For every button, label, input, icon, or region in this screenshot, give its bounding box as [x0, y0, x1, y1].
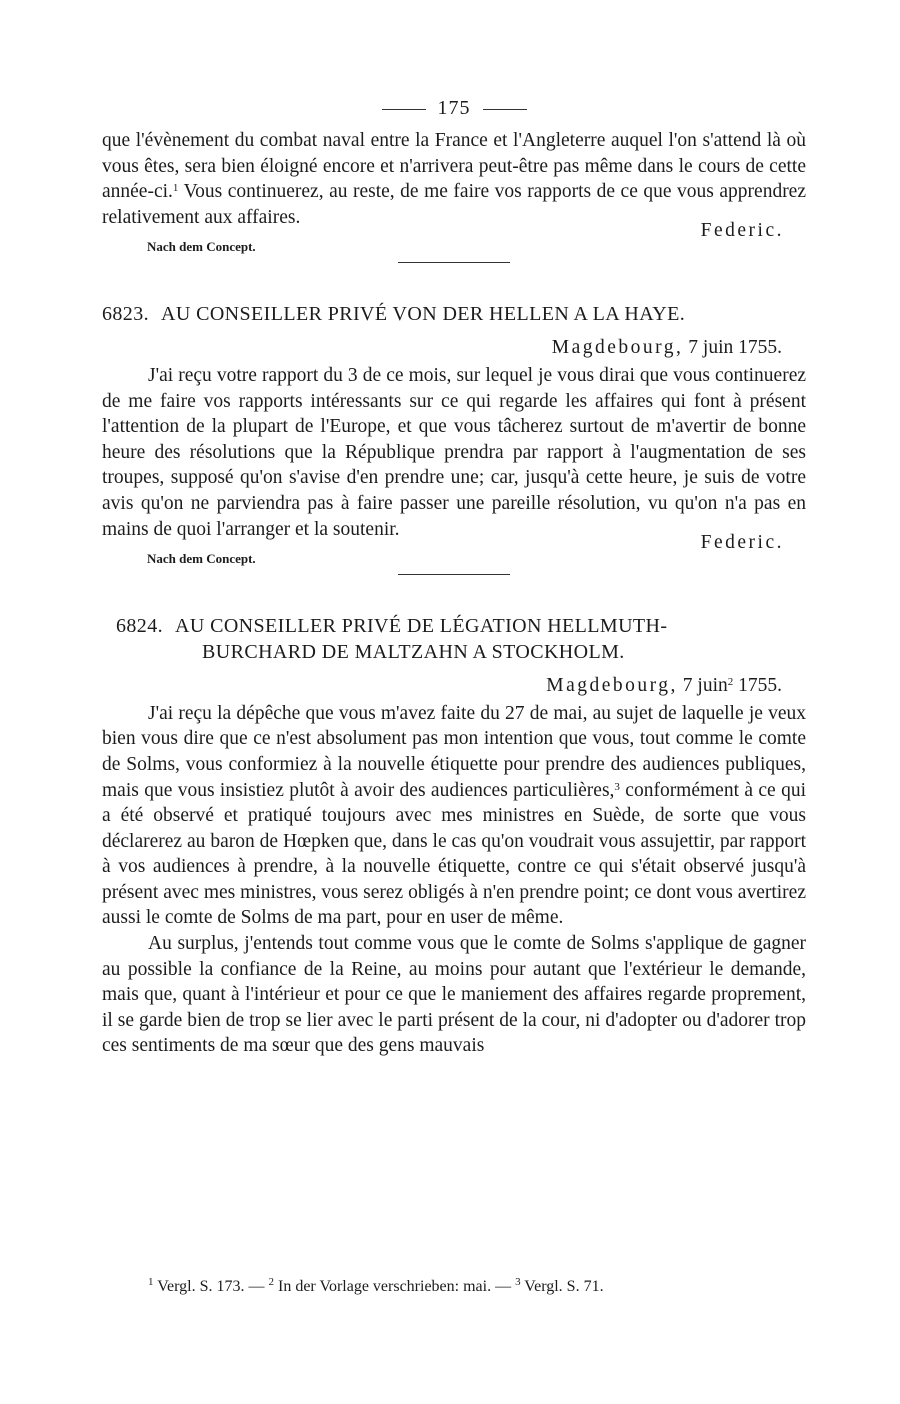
- letter-number: 6823.: [102, 303, 149, 326]
- footnote-mark-3: 3: [515, 1276, 521, 1288]
- letter-heading-6823: [102, 301, 806, 327]
- footnote-2: In der Vorlage verschrieben: mai. —: [273, 1278, 516, 1295]
- header-dash-left: [382, 109, 426, 110]
- letter-number: 6824.: [116, 615, 163, 638]
- letter-title-line1: AU CONSEILLER PRIVÉ DE LÉGATION HELLMUTH-: [175, 615, 668, 638]
- footnote-mark-1: 1: [148, 1276, 154, 1288]
- signature: Federic.: [700, 220, 784, 242]
- letter-body-6823: J'ai reçu votre rapport du 3 de ce mois, sur lequel je vous dirai que vous continuerez de me faire vos rapports intéressants sur ce qui regarde les affaires qui font à présent l'attention de la plupart de l'Europe, et que vous tâcherez surtout de m'avertir de bonne heure des résolutions que la République prendra par rapport à l'augmentation de ses troupes, supposé qu'on s'avise d'en prendre une; car, jusqu'à cette heure, je suis de votre avis qu'on ne parviendra pas à faire passer une pareille résolution, vu qu'on n'a pas en mains de quoi l'arranger et la soutenir.: [102, 364, 806, 540]
- dateline-6824: Magdebourg, 7 juin$^2$ 1755.: [546, 675, 782, 697]
- section-divider: [398, 262, 510, 263]
- letter-body-6824-p1: J'ai reçu la dépêche que vous m'avez faite du 27 de mai, au sujet de laquelle je veux bien vous dire que ce n'est absolument pas mon intention que vous, tout comme le comte de Solms, vous conformiez à la nouvelle étiquette pour prendre des audiences publiques, mais que vous insistiez plutôt à avoir des audiences particulières,$^3$ conformément à ce qui a été observé et pratiqué toujours avec mes ministres en Suède, de sorte que vous déclarerez au baron de Hœpken que, dans le cas qu'on voudrait vous assujettir, par rapport à vos audiences à prendre, à la nouvelle étiquette, contre ce qui s'était observé jusqu'à présent avec mes ministres, vous serez obligés à n'en prendre point; ce dont vous avertirez aussi le comte de Solms de ma part, pour en user de même.: [102, 702, 806, 929]
- letter-body-6824-p2: Au surplus, j'entends tout comme vous que le comte de Solms s'applique de gagner au possible la confiance de la Reine, au moins pour autant que l'extérieur le demande, mais que, quant à l'intérieur et pour ce que le maniement des affaires regarde proprement, il se garde bien de trop se lier avec le parti présent de la cour, ni d'adopter ou d'adorer trop ces sentiments de ma sœur que des gens mauvais: [102, 933, 806, 1057]
- letter-title: AU CONSEILLER PRIVÉ VON DER HELLEN A LA HAYE.: [161, 303, 686, 326]
- footnote-ref-2: 2: [727, 676, 734, 689]
- footnotes: [148, 1276, 808, 1298]
- dateline-6823: Magdebourg, 7 juin 1755.: [551, 337, 782, 359]
- page-number-header: [102, 88, 806, 128]
- letter-heading-6824: [102, 613, 806, 665]
- footnote-ref-3: 3: [614, 780, 620, 793]
- footnote-1: Vergl. S. 173. —: [153, 1278, 269, 1295]
- source-note: Nach dem Concept.: [147, 551, 256, 567]
- signature: Federic.: [700, 532, 784, 554]
- continued-paragraph: que l'évènement du combat naval entre la France et l'Angleterre auquel l'on s'attend là où vous êtes, sera bien éloigné encore et n'arrivera peut-être pas même dans le cours de cette année-ci.$^1$ Vous continuerez, au reste, de me faire vos rapports de ce que vous apprendrez relativement aux affaires.: [102, 130, 806, 228]
- page-number: 175: [437, 97, 471, 119]
- footnote-ref-1: 1: [172, 182, 179, 195]
- source-note: Nach dem Concept.: [147, 239, 256, 255]
- letter-title-line2: BURCHARD DE MALTZAHN A STOCKHOLM.: [202, 641, 625, 664]
- footnote-3: Vergl. S. 71.: [520, 1278, 604, 1295]
- section-divider: [398, 574, 510, 575]
- footnote-mark-2: 2: [268, 1276, 274, 1288]
- header-dash-right: [483, 109, 527, 110]
- document-page: [102, 88, 806, 1059]
